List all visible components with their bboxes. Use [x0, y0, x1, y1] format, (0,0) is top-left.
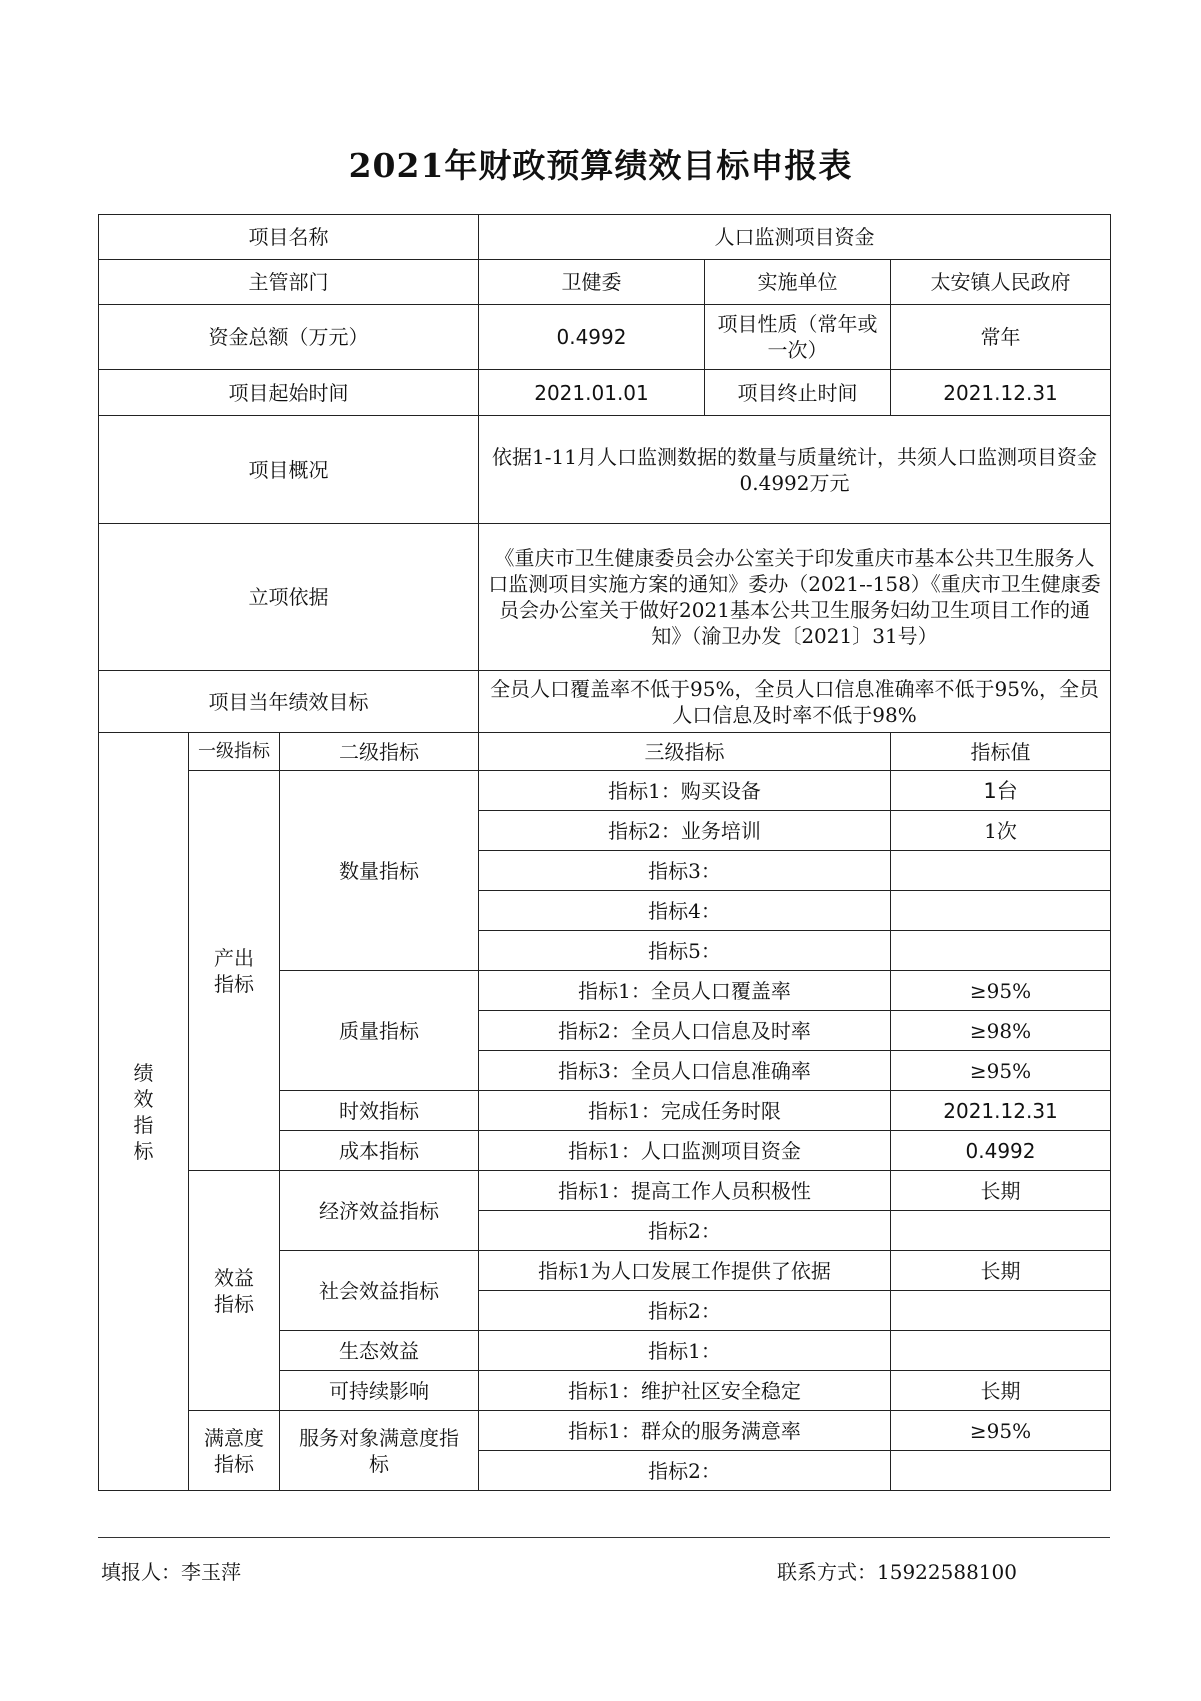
l3-cell: 指标2：业务培训: [479, 811, 891, 851]
start-value: 2021.01.01: [479, 370, 705, 416]
value-cell: [891, 1291, 1111, 1331]
l2-service: 服务对象满意度指标: [280, 1411, 479, 1491]
amount-label: 资金总额（万元）: [99, 305, 479, 370]
l3-cell: 指标1：完成任务时限: [479, 1091, 891, 1131]
l2-cost: 成本指标: [280, 1131, 479, 1171]
header-value: 指标值: [891, 733, 1111, 771]
l3-cell: 指标2：全员人口信息及时率: [479, 1011, 891, 1051]
table-row: [99, 771, 1111, 811]
unit-value: 太安镇人民政府: [891, 260, 1111, 305]
start-label: 项目起始时间: [99, 370, 479, 416]
page-title: 2021年财政预算绩效目标申报表: [348, 146, 853, 185]
row-goal: [99, 671, 1111, 733]
l3-cell: 指标5：: [479, 931, 891, 971]
value-cell: [891, 1211, 1111, 1251]
l3-cell: 指标1：维护社区安全稳定: [479, 1371, 891, 1411]
l3-cell: 指标3：全员人口信息准确率: [479, 1051, 891, 1091]
header-l1: 一级指标: [189, 733, 280, 771]
l3-cell: 指标2：: [479, 1451, 891, 1491]
value-cell: 2021.12.31: [891, 1091, 1111, 1131]
dept-value: 卫健委: [479, 260, 705, 305]
l3-cell: 指标1：人口监测项目资金: [479, 1131, 891, 1171]
row-amount: [99, 305, 1111, 370]
basis-label: 立项依据: [99, 524, 479, 671]
basis-value: 《重庆市卫生健康委员会办公室关于印发重庆市基本公共卫生服务人口监测项目实施方案的通知》委办（2021--158）《重庆市卫生健康委员会办公室关于做好2021基本公共卫生服务妇幼卫生项目工作的通知》（渝卫办发〔2021〕31号）: [479, 524, 1111, 671]
l1-benefit: 效益指标: [189, 1171, 280, 1411]
value-cell: [891, 891, 1111, 931]
l2-ecological: 生态效益: [280, 1331, 479, 1371]
goal-value: 全员人口覆盖率不低于95%，全员人口信息准确率不低于95%，全员人口信息及时率不低于98%: [479, 671, 1111, 733]
row-dates: [99, 370, 1111, 416]
value-cell: 长期: [891, 1171, 1111, 1211]
row-project-name: [99, 215, 1111, 260]
contact-label: 联系方式：: [777, 1560, 877, 1584]
value-cell: 1次: [891, 811, 1111, 851]
overview-label: 项目概况: [99, 416, 479, 524]
l2-social: 社会效益指标: [280, 1251, 479, 1331]
l3-cell: 指标4：: [479, 891, 891, 931]
header-l2: 二级指标: [280, 733, 479, 771]
unit-label: 实施单位: [705, 260, 891, 305]
project-name-label: 项目名称: [99, 215, 479, 260]
filler-name: 李玉萍: [181, 1560, 241, 1584]
l2-timeliness: 时效指标: [280, 1091, 479, 1131]
value-cell: [891, 1451, 1111, 1491]
value-cell: [891, 1331, 1111, 1371]
end-value: 2021.12.31: [891, 370, 1111, 416]
contact-value: 15922588100: [877, 1560, 1017, 1584]
l3-cell: 指标2：: [479, 1291, 891, 1331]
row-overview: [99, 416, 1111, 524]
indicator-header-row: [99, 733, 1111, 771]
value-cell: 1台: [891, 771, 1111, 811]
contact-info: [777, 1556, 1017, 1585]
l1-output: 产出指标: [189, 771, 280, 1171]
l3-cell: 指标1：购买设备: [479, 771, 891, 811]
value-cell: 长期: [891, 1251, 1111, 1291]
value-cell: 长期: [891, 1371, 1111, 1411]
amount-value: 0.4992: [479, 305, 705, 370]
nature-label: 项目性质（常年或一次）: [705, 305, 891, 370]
overview-value: 依据1-11月人口监测数据的数量与质量统计，共须人口监测项目资金0.4992万元: [479, 416, 1111, 524]
l3-cell: 指标1：提高工作人员积极性: [479, 1171, 891, 1211]
end-label: 项目终止时间: [705, 370, 891, 416]
l3-cell: 指标1：全员人口覆盖率: [479, 971, 891, 1011]
filler-label: 填报人：: [101, 1560, 181, 1584]
l3-cell: 指标3：: [479, 851, 891, 891]
goal-label: 项目当年绩效目标: [99, 671, 479, 733]
l2-quality: 质量指标: [280, 971, 479, 1091]
value-cell: ≥98%: [891, 1011, 1111, 1051]
dept-label: 主管部门: [99, 260, 479, 305]
row-basis: [99, 524, 1111, 671]
table-row: [99, 1171, 1111, 1211]
l3-cell: 指标1：: [479, 1331, 891, 1371]
footer-divider: [98, 1537, 1110, 1538]
row-dept: [99, 260, 1111, 305]
l2-economic: 经济效益指标: [280, 1171, 479, 1251]
nature-value: 常年: [891, 305, 1111, 370]
filler-info: [101, 1556, 241, 1585]
l2-quantity: 数量指标: [280, 771, 479, 971]
project-name-value: 人口监测项目资金: [479, 215, 1111, 260]
value-cell: ≥95%: [891, 971, 1111, 1011]
value-cell: 0.4992: [891, 1131, 1111, 1171]
value-cell: [891, 851, 1111, 891]
l3-cell: 指标1为人口发展工作提供了依据: [479, 1251, 891, 1291]
l3-cell: 指标1：群众的服务满意率: [479, 1411, 891, 1451]
header-l3: 三级指标: [479, 733, 891, 771]
value-cell: ≥95%: [891, 1051, 1111, 1091]
l1-satisfaction: 满意度指标: [189, 1411, 280, 1491]
value-cell: ≥95%: [891, 1411, 1111, 1451]
budget-table: [98, 214, 1111, 1491]
value-cell: [891, 931, 1111, 971]
l2-sustainable: 可持续影响: [280, 1371, 479, 1411]
table-row: [99, 1411, 1111, 1451]
section-label: 绩效指标: [99, 733, 189, 1491]
l3-cell: 指标2：: [479, 1211, 891, 1251]
